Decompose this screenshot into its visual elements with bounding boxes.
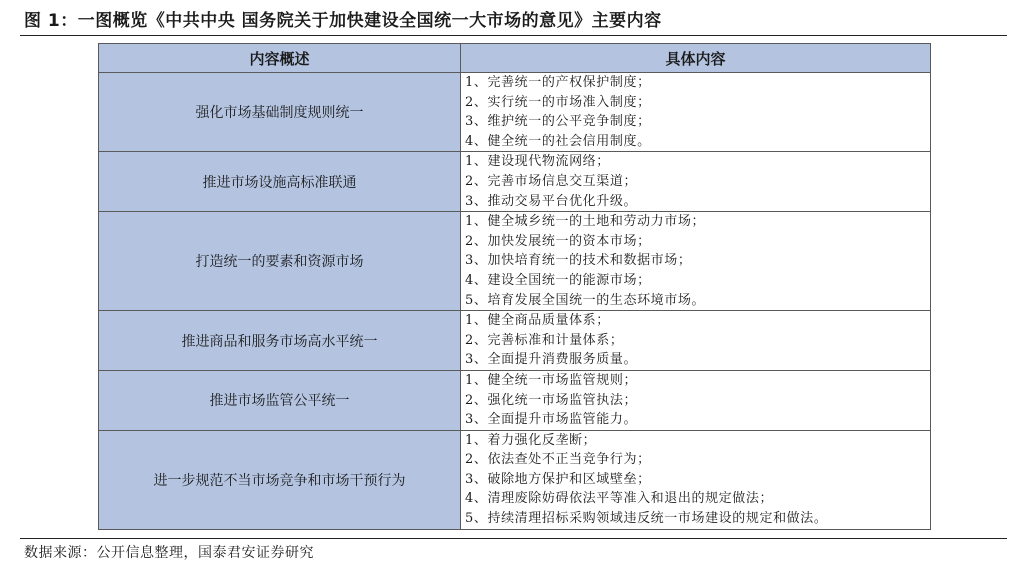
detail-item: 3、全面提升市场监管能力。 bbox=[465, 412, 638, 428]
column-header-summary: 内容概述 bbox=[99, 44, 461, 73]
row-detail bbox=[461, 152, 931, 212]
detail-item: 2、完善市场信息交互渠道； bbox=[465, 173, 638, 189]
table-row bbox=[99, 370, 931, 430]
source-note: 数据来源：公开信息整理，国泰君安证券研究 bbox=[24, 545, 314, 561]
table-row bbox=[99, 152, 931, 212]
detail-item: 4、健全统一的社会信用制度。 bbox=[465, 133, 651, 149]
row-detail bbox=[461, 73, 931, 152]
row-detail bbox=[461, 370, 931, 430]
column-header-detail: 具体内容 bbox=[461, 44, 931, 73]
detail-item: 1、健全商品质量体系； bbox=[465, 313, 610, 329]
detail-item: 3、加快培育统一的技术和数据市场； bbox=[465, 253, 692, 269]
table-row bbox=[99, 73, 931, 152]
table-header-row bbox=[99, 44, 931, 73]
row-detail bbox=[461, 311, 931, 371]
detail-item: 3、维护统一的公平竞争制度； bbox=[465, 114, 651, 130]
row-summary: 打造统一的要素和资源市场 bbox=[99, 212, 461, 311]
row-summary: 推进市场监管公平统一 bbox=[99, 370, 461, 430]
detail-item: 1、着力强化反垄断； bbox=[465, 432, 597, 448]
row-detail bbox=[461, 430, 931, 529]
table-row bbox=[99, 311, 931, 371]
row-summary: 进一步规范不当市场竞争和市场干预行为 bbox=[99, 430, 461, 529]
figure-title: 图 1：一图概览《中共中央 国务院关于加快建设全国统一大市场的意见》主要内容 bbox=[24, 11, 662, 31]
content-table bbox=[98, 43, 931, 530]
detail-item: 2、实行统一的市场准入制度； bbox=[465, 94, 651, 110]
detail-item: 1、建设现代物流网络； bbox=[465, 154, 610, 170]
detail-item: 1、完善统一的产权保护制度； bbox=[465, 75, 651, 90]
row-detail bbox=[461, 212, 931, 311]
detail-item: 1、健全统一市场监管规则； bbox=[465, 372, 638, 388]
top-rule bbox=[20, 35, 1007, 36]
detail-item: 2、完善标准和计量体系； bbox=[465, 332, 624, 348]
detail-item: 3、推动交易平台优化升级。 bbox=[465, 193, 638, 209]
row-summary: 推进市场设施高标准联通 bbox=[99, 152, 461, 212]
detail-item: 2、依法查处不正当竞争行为； bbox=[465, 452, 651, 468]
detail-item: 2、强化统一市场监管执法； bbox=[465, 392, 638, 408]
detail-item: 4、清理废除妨碍依法平等准入和退出的规定做法； bbox=[465, 491, 774, 507]
table-row bbox=[99, 430, 931, 529]
detail-item: 3、破除地方保护和区域壁垒； bbox=[465, 471, 651, 487]
bottom-rule bbox=[20, 538, 1007, 539]
table-row bbox=[99, 212, 931, 311]
detail-item: 1、健全城乡统一的土地和劳动力市场； bbox=[465, 214, 706, 230]
detail-item: 4、建设全国统一的能源市场； bbox=[465, 272, 651, 288]
row-summary: 强化市场基础制度规则统一 bbox=[99, 73, 461, 152]
detail-item: 5、培育发展全国统一的生态环境市场。 bbox=[465, 292, 706, 308]
detail-item: 5、持续清理招标采购领域违反统一市场建设的规定和做法。 bbox=[465, 511, 828, 527]
detail-item: 3、全面提升消费服务质量。 bbox=[465, 352, 638, 368]
row-summary: 推进商品和服务市场高水平统一 bbox=[99, 311, 461, 371]
detail-item: 2、加快发展统一的资本市场； bbox=[465, 233, 651, 249]
